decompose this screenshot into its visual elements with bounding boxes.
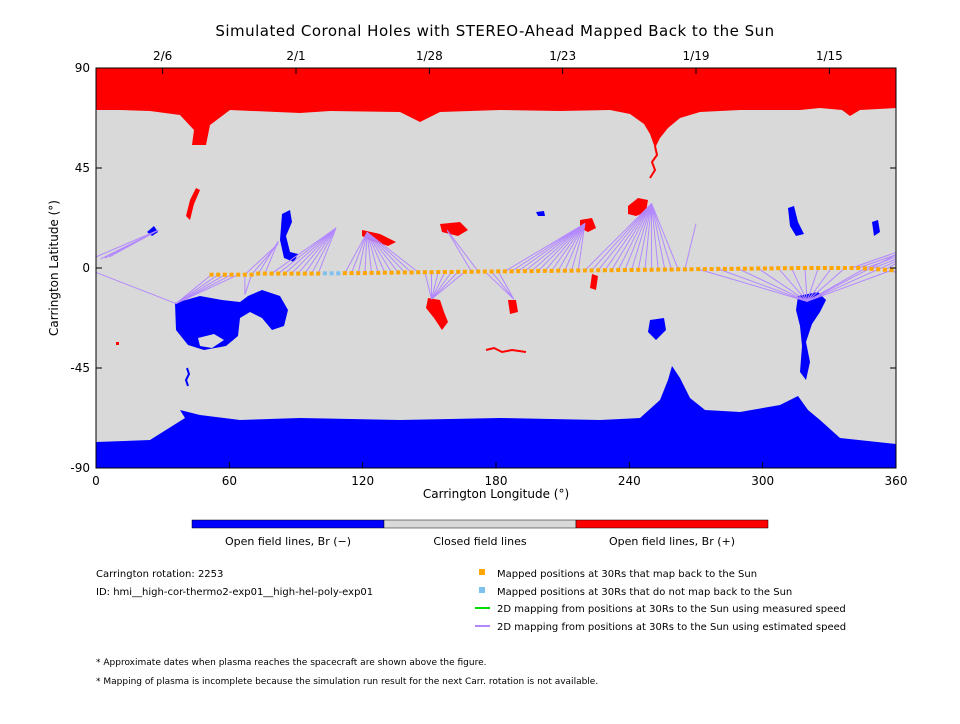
mapped-point (490, 270, 494, 274)
mapped-point (550, 269, 554, 273)
mapped-point (270, 272, 274, 276)
mapped-point (430, 270, 434, 274)
mapped-point (583, 268, 587, 272)
mapped-point (790, 266, 794, 270)
mapped-point (730, 267, 734, 271)
mapped-point (456, 270, 460, 274)
colorbar-closed (384, 520, 576, 528)
mapped-point (590, 268, 594, 272)
mapped-point (843, 266, 847, 270)
legend-unmapped-label: Mapped positions at 30Rs that do not map back to the Sun (497, 587, 793, 598)
mapped-point (236, 273, 240, 277)
footnote-incomplete: * Mapping of plasma is incomplete because the simulation run result for the next Carr. rotation is not available. (96, 677, 599, 687)
mapped-point (256, 272, 260, 276)
mapped-point (530, 269, 534, 273)
mapped-point (623, 268, 627, 272)
mapped-point (276, 272, 280, 276)
y-tick-label: -90 (70, 461, 90, 475)
mapped-point (543, 269, 547, 273)
mapped-point (356, 271, 360, 275)
x-tick-label: 360 (884, 474, 908, 488)
mapped-point (563, 269, 567, 273)
mapped-point (470, 270, 474, 274)
mapped-point (690, 267, 694, 271)
mapped-point (883, 268, 887, 272)
mapped-point (770, 266, 774, 270)
top-tick-label: 2/1 (286, 49, 306, 63)
mapped-point (463, 270, 467, 274)
mapped-point (503, 269, 507, 273)
simulation-id: ID: hmi__high-cor-thermo2-exp01__high-hel-poly-exp01 (96, 587, 374, 598)
legend (475, 569, 846, 633)
mapped-point (616, 268, 620, 272)
mapped-point (876, 267, 880, 271)
mapped-point (363, 271, 367, 275)
mapped-point (536, 269, 540, 273)
mapped-point (656, 268, 660, 272)
colorbar-positive (576, 520, 768, 528)
mapped-point (763, 266, 767, 270)
mapped-point (803, 266, 807, 270)
mapped-point (716, 267, 720, 271)
footnote-dates: * Approximate dates when plasma reaches the spacecraft are shown above the figure. (96, 658, 487, 668)
mapped-point (570, 269, 574, 273)
top-tick-label: 1/19 (682, 49, 710, 63)
mapped-point (710, 267, 714, 271)
mapped-point (510, 269, 514, 273)
mapped-point (703, 267, 707, 271)
mapped-point (723, 267, 727, 271)
mapped-point (310, 272, 314, 276)
y-tick-label: 90 (74, 61, 90, 75)
mapped-point (316, 272, 320, 276)
top-tick-label: 1/15 (815, 49, 843, 63)
top-tick-label: 1/23 (549, 49, 577, 63)
y-axis-label: Carrington Latitude (°) (47, 200, 61, 336)
mapped-point (303, 272, 307, 276)
mapped-point (796, 266, 800, 270)
mapped-point (376, 271, 380, 275)
x-tick-label: 240 (617, 474, 641, 488)
mapped-point (290, 272, 294, 276)
mapped-point (443, 270, 447, 274)
legend-estimated-label: 2D mapping from positions at 30Rs to the Sun using estimated speed (497, 622, 847, 633)
mapped-point (450, 270, 454, 274)
x-tick-label: 180 (484, 474, 508, 488)
mapped-point (743, 267, 747, 271)
legend-mapped-label: Mapped positions at 30Rs that map back to the Sun (497, 569, 758, 580)
mapped-point (650, 268, 654, 272)
mapped-point (663, 268, 667, 272)
mapped-point (496, 269, 500, 273)
mapped-point (483, 270, 487, 274)
colorbar-label-negative: Open field lines, Br (−) (224, 535, 352, 548)
mapped-point (523, 269, 527, 273)
mapped-point (856, 266, 860, 270)
x-tick-label: 120 (351, 474, 375, 488)
y-tick-label: 45 (74, 161, 90, 175)
mapped-point (756, 266, 760, 270)
mapped-point (676, 267, 680, 271)
mapped-point (383, 271, 387, 275)
x-tick-label: 60 (221, 474, 237, 488)
mapped-point (736, 267, 740, 271)
mapped-point (750, 267, 754, 271)
mapped-point (670, 268, 674, 272)
mapped-point (403, 270, 407, 274)
legend-unmapped-marker (479, 587, 485, 593)
mapped-point (350, 271, 354, 275)
y-tick-label: 0 (82, 261, 90, 275)
mapped-point (870, 267, 874, 271)
mapped-point (683, 267, 687, 271)
mapped-point (283, 272, 287, 276)
mapped-point (610, 268, 614, 272)
mapped-point (296, 272, 300, 276)
top-tick-label: 2/6 (153, 49, 173, 63)
unmapped-point (323, 271, 327, 275)
x-tick-label: 0 (92, 474, 100, 488)
mapped-point (230, 273, 234, 277)
mapped-point (596, 268, 600, 272)
mapped-point (603, 268, 607, 272)
mapped-point (863, 266, 867, 270)
colorbar (192, 520, 768, 548)
unmapped-point (330, 271, 334, 275)
mapped-point (343, 271, 347, 275)
mapped-point (636, 268, 640, 272)
mapped-point (850, 266, 854, 270)
mapped-point (223, 273, 227, 277)
mapped-point (410, 270, 414, 274)
x-tick-label: 300 (751, 474, 775, 488)
mapped-point (576, 268, 580, 272)
mapped-point (783, 266, 787, 270)
carrington-rotation: Carrington rotation: 2253 (96, 569, 224, 580)
plot-area (96, 68, 896, 468)
mapped-point (643, 268, 647, 272)
positive-coronal-hole-dot (116, 342, 119, 345)
legend-measured-label: 2D mapping from positions at 30Rs to the Sun using measured speed (497, 604, 846, 615)
unmapped-point (336, 271, 340, 275)
mapped-point (696, 267, 700, 271)
mapped-point (890, 268, 894, 272)
mapped-point (423, 270, 427, 274)
mapped-point (836, 266, 840, 270)
colorbar-label-positive: Open field lines, Br (+) (608, 535, 736, 548)
top-tick-label: 1/28 (415, 49, 443, 63)
y-tick-label: -45 (70, 361, 90, 375)
mapped-point (216, 273, 220, 277)
mapped-point (210, 273, 214, 277)
mapped-point (823, 266, 827, 270)
mapped-point (476, 270, 480, 274)
mapped-point (556, 269, 560, 273)
mapped-point (436, 270, 440, 274)
mapped-point (776, 266, 780, 270)
legend-mapped-marker (479, 569, 485, 575)
x-axis-label: Carrington Longitude (°) (422, 487, 570, 501)
mapped-point (250, 273, 254, 277)
mapped-point (416, 270, 420, 274)
chart-title: Simulated Coronal Holes with STEREO-Ahead Mapped Back to the Sun (215, 22, 775, 40)
mapped-point (810, 266, 814, 270)
colorbar-negative (192, 520, 384, 528)
colorbar-label-closed: Closed field lines (433, 535, 527, 548)
mapped-point (816, 266, 820, 270)
mapped-point (390, 271, 394, 275)
mapped-point (396, 270, 400, 274)
mapped-point (630, 268, 634, 272)
mapped-point (516, 269, 520, 273)
mapped-point (370, 271, 374, 275)
mapped-point (243, 273, 247, 277)
mapped-point (263, 272, 267, 276)
mapped-point (830, 266, 834, 270)
